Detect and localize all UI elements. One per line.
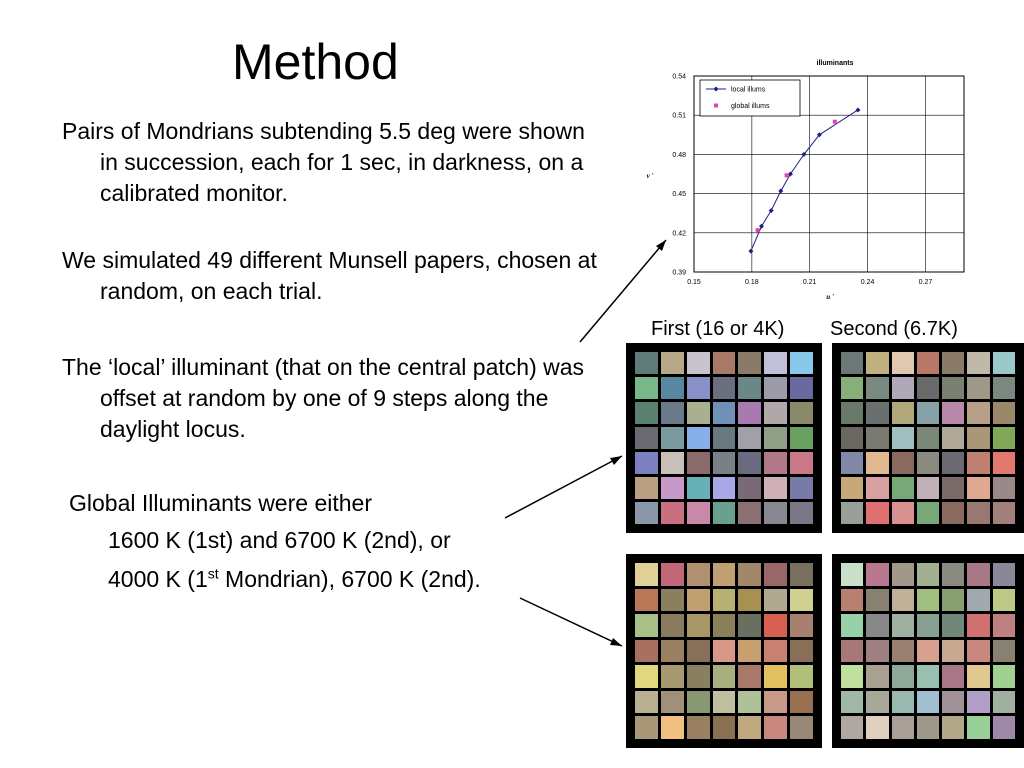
paragraph-munsell-papers: We simulated 49 different Munsell papers, chosen at random, on each trial. [62, 247, 597, 304]
mondrian-bottom-right [832, 554, 1024, 748]
mondrian-patch [942, 691, 964, 714]
mondrian-patch [635, 477, 658, 499]
mondrian-patch [892, 563, 914, 586]
mondrian-patch [841, 502, 863, 524]
mondrian-patch [790, 352, 813, 374]
mondrian-patch [790, 427, 813, 449]
x-tick-label: 0.27 [918, 279, 933, 286]
mondrian-patch [687, 640, 710, 663]
mondrian-patch [661, 427, 684, 449]
mondrian-patch [967, 477, 989, 499]
mondrian-patch [764, 640, 787, 663]
x-axis-label: u ' [826, 293, 834, 301]
mondrian-patch [917, 502, 939, 524]
slide-title: Method [232, 34, 399, 90]
mondrian-patch [687, 352, 710, 374]
y-tick-label: 0.54 [672, 73, 686, 81]
mondrian-patch [917, 402, 939, 424]
mondrian-patch [892, 377, 914, 399]
mondrian-patch [764, 402, 787, 424]
mondrian-patch [866, 402, 888, 424]
mondrian-patch [790, 477, 813, 499]
mondrian-patch [764, 589, 787, 612]
mondrian-patch [841, 452, 863, 474]
mondrian-patch [866, 589, 888, 612]
x-tick-label: 0.21 [802, 279, 817, 286]
mondrian-patch [713, 665, 736, 688]
legend-global-marker [714, 104, 718, 108]
mondrian-patch [635, 377, 658, 399]
mondrian-patch [841, 563, 863, 586]
mondrian-patch [993, 502, 1015, 524]
mondrian-patch [687, 563, 710, 586]
mondrian-patch [841, 640, 863, 663]
mondrian-patch [841, 589, 863, 612]
mondrian-patch [687, 427, 710, 449]
global-illums-point [756, 228, 760, 232]
mondrian-patch [841, 716, 863, 739]
mondrian-patch [661, 691, 684, 714]
mondrian-patch [866, 352, 888, 374]
arrow-to-second-mondrian [520, 598, 622, 646]
mondrian-patch [917, 377, 939, 399]
mondrian-patch [713, 502, 736, 524]
mondrian-patch [764, 716, 787, 739]
mondrian-patch [942, 452, 964, 474]
mondrian-patch [866, 502, 888, 524]
mondrian-patch [917, 477, 939, 499]
mondrian-patch [713, 640, 736, 663]
mondrian-patch [790, 402, 813, 424]
mondrian-patch [866, 640, 888, 663]
mondrian-patch [892, 614, 914, 637]
mondrian-patch [738, 377, 761, 399]
arrow-head-second [610, 638, 622, 646]
mondrian-patch [967, 640, 989, 663]
mondrian-patch [687, 402, 710, 424]
mondrian-patch [917, 691, 939, 714]
y-tick-label: 0.51 [672, 112, 686, 120]
mondrian-patch [635, 502, 658, 524]
mondrian-patch [866, 614, 888, 637]
mondrian-patch [764, 427, 787, 449]
mondrian-patch [917, 665, 939, 688]
mondrian-patch [738, 691, 761, 714]
mondrian-patch [738, 452, 761, 474]
legend-box [700, 80, 800, 116]
mondrian-patch [738, 665, 761, 688]
mondrian-patch [713, 352, 736, 374]
mondrian-patch [635, 402, 658, 424]
mondrian-patch [635, 716, 658, 739]
mondrian-patch [841, 402, 863, 424]
mondrian-patch [967, 427, 989, 449]
mondrian-patch [738, 716, 761, 739]
mondrian-patch [993, 589, 1015, 612]
mondrian-patch [993, 716, 1015, 739]
paragraph-local-illuminant: The ‘local’ illuminant (that on the central patch) was offset at random by one of 9 steps along the daylight locus. [62, 354, 585, 442]
arrow-head-first [610, 456, 622, 465]
mondrian-patch [892, 665, 914, 688]
mondrian-patch [993, 691, 1015, 714]
mondrian-patch [635, 640, 658, 663]
mondrian-patch [790, 452, 813, 474]
mondrian-patch [764, 452, 787, 474]
mondrian-patch [993, 352, 1015, 374]
mondrian-patch [892, 477, 914, 499]
mondrian-patch [790, 691, 813, 714]
mondrian-patch [764, 665, 787, 688]
mondrian-patch [713, 716, 736, 739]
mondrian-patch [942, 352, 964, 374]
mondrian-patch [942, 563, 964, 586]
mondrian-patch [942, 640, 964, 663]
mondrian-patch [993, 477, 1015, 499]
mondrian-patch [687, 614, 710, 637]
mondrian-patch [993, 402, 1015, 424]
paragraph-global-illuminants: Global Illuminants were either [69, 490, 372, 516]
mondrian-patch [713, 477, 736, 499]
mondrian-patch [942, 589, 964, 612]
mondrian-bottom-left [626, 554, 822, 748]
mondrian-patch [967, 589, 989, 612]
mondrian-patch [738, 477, 761, 499]
mondrian-patch [738, 589, 761, 612]
mondrian-patch [917, 716, 939, 739]
mondrian-patch [738, 427, 761, 449]
mondrian-patch [892, 427, 914, 449]
y-tick-label: 0.48 [672, 151, 686, 159]
mondrian-patch [713, 402, 736, 424]
mondrian-patch [917, 452, 939, 474]
mondrian-patch [764, 477, 787, 499]
mondrian-patch [841, 352, 863, 374]
mondrian-patch [967, 352, 989, 374]
arrow-to-first-mondrian [505, 456, 622, 518]
mondrian-patch [738, 402, 761, 424]
mondrian-patch [661, 563, 684, 586]
mondrian-patch [866, 452, 888, 474]
y-tick-label: 0.45 [672, 191, 686, 199]
mondrian-patch [713, 691, 736, 714]
mondrian-patch [841, 477, 863, 499]
mondrian-patch [713, 377, 736, 399]
x-tick-label: 0.24 [860, 279, 875, 286]
mondrian-patch [967, 452, 989, 474]
mondrian-patch [892, 640, 914, 663]
mondrian-patch [917, 614, 939, 637]
mondrian-patch [993, 614, 1015, 637]
mondrian-patch [866, 665, 888, 688]
mondrian-patch [738, 563, 761, 586]
mondrian-patch [892, 502, 914, 524]
mondrian-patch [993, 452, 1015, 474]
mondrian-patch [661, 377, 684, 399]
mondrian-patch [790, 563, 813, 586]
mondrian-patch [967, 665, 989, 688]
mondrian-patch [892, 589, 914, 612]
mondrian-patch [713, 452, 736, 474]
mondrian-patch [993, 665, 1015, 688]
mondrian-patch [917, 589, 939, 612]
mondrian-patch [892, 452, 914, 474]
mondrian-patch [687, 477, 710, 499]
mondrian-patch [764, 377, 787, 399]
mondrian-patch [790, 640, 813, 663]
mondrian-patch [790, 377, 813, 399]
global-option-1: 1600 K (1st) and 6700 K (2nd), or [108, 527, 451, 553]
mondrian-patch [790, 589, 813, 612]
mondrian-patch [687, 716, 710, 739]
label-first: First (16 or 4K) [651, 318, 785, 340]
mondrian-patch [687, 377, 710, 399]
mondrian-patch [841, 691, 863, 714]
mondrian-patch [764, 691, 787, 714]
mondrian-patch [713, 563, 736, 586]
mondrian-patch [917, 563, 939, 586]
mondrian-patch [892, 402, 914, 424]
mondrian-patch [635, 352, 658, 374]
mondrian-patch [892, 716, 914, 739]
mondrian-patch [635, 427, 658, 449]
global-illums-point [833, 120, 837, 124]
global-option-2: 4000 K (1st Mondrian), 6700 K (2nd). [108, 565, 481, 592]
x-tick-label: 0.18 [745, 279, 759, 286]
mondrian-patch [967, 402, 989, 424]
mondrian-patch [687, 502, 710, 524]
mondrian-patch [764, 563, 787, 586]
mondrian-patch [764, 502, 787, 524]
mondrian-patch [635, 452, 658, 474]
mondrian-patch [661, 452, 684, 474]
mondrian-patch [713, 427, 736, 449]
mondrian-patch [790, 665, 813, 688]
mondrian-patch [687, 589, 710, 612]
mondrian-patch [993, 640, 1015, 663]
mondrian-patch [661, 614, 684, 637]
mondrian-patch [713, 614, 736, 637]
mondrian-patch [917, 640, 939, 663]
mondrian-patch [841, 665, 863, 688]
mondrian-patch [967, 691, 989, 714]
mondrian-patch [967, 614, 989, 637]
mondrian-patch [713, 589, 736, 612]
label-second: Second (6.7K) [830, 318, 958, 340]
chart-title: illuminants [816, 60, 854, 67]
mondrian-patch [790, 716, 813, 739]
x-tick-label: 0.15 [687, 279, 701, 286]
mondrian-patch [661, 640, 684, 663]
y-tick-label: 0.39 [672, 269, 686, 277]
mondrian-top-left [626, 343, 822, 533]
mondrian-patch [687, 452, 710, 474]
mondrian-patch [661, 665, 684, 688]
global-illums-point [785, 173, 789, 177]
mondrian-top-right [832, 343, 1024, 533]
mondrian-patch [790, 502, 813, 524]
y-tick-label: 0.42 [672, 230, 686, 238]
mondrian-patch [866, 691, 888, 714]
mondrian-patch [790, 614, 813, 637]
mondrian-patch [661, 589, 684, 612]
mondrian-patch [942, 614, 964, 637]
mondrian-patch [635, 589, 658, 612]
legend-global-label: global illums [731, 103, 770, 110]
mondrian-patch [866, 716, 888, 739]
mondrian-patch [687, 691, 710, 714]
mondrian-patch [764, 352, 787, 374]
mondrian-patch [942, 502, 964, 524]
mondrian-patch [635, 614, 658, 637]
mondrian-patch [942, 665, 964, 688]
paragraph-mondrian-pairs: Pairs of Mondrians subtending 5.5 deg were shown in succession, each for 1 sec, in darkness, on a calibrated monitor. [62, 118, 585, 206]
mondrian-patch [942, 427, 964, 449]
legend-local-label: local illums [731, 86, 766, 94]
mondrian-patch [967, 716, 989, 739]
mondrian-patch [866, 563, 888, 586]
mondrian-patch [917, 427, 939, 449]
mondrian-patch [635, 665, 658, 688]
mondrian-patch [738, 502, 761, 524]
mondrian-patch [738, 352, 761, 374]
mondrian-patch [942, 402, 964, 424]
mondrian-patch [942, 477, 964, 499]
mondrian-patch [993, 563, 1015, 586]
mondrian-patch [917, 352, 939, 374]
mondrian-patch [661, 502, 684, 524]
mondrian-patch [967, 377, 989, 399]
mondrian-patch [661, 477, 684, 499]
mondrian-patch [866, 427, 888, 449]
y-axis-label: v ' [646, 172, 654, 180]
mondrian-patch [635, 563, 658, 586]
mondrian-patch [661, 716, 684, 739]
mondrian-patch [866, 377, 888, 399]
mondrian-patch [892, 352, 914, 374]
mondrian-patch [661, 352, 684, 374]
mondrian-patch [993, 427, 1015, 449]
mondrian-patch [866, 477, 888, 499]
legend [700, 80, 800, 116]
mondrian-patch [738, 640, 761, 663]
mondrian-patch [841, 614, 863, 637]
mondrian-patch [942, 716, 964, 739]
mondrian-patch [892, 691, 914, 714]
mondrian-patch [967, 563, 989, 586]
mondrian-patch [841, 427, 863, 449]
mondrian-patch [635, 691, 658, 714]
mondrian-patch [841, 377, 863, 399]
mondrian-patch [764, 614, 787, 637]
mondrian-patch [687, 665, 710, 688]
mondrian-patch [661, 402, 684, 424]
mondrian-patch [738, 614, 761, 637]
mondrian-patch [942, 377, 964, 399]
mondrian-patch [993, 377, 1015, 399]
mondrian-patch [967, 502, 989, 524]
